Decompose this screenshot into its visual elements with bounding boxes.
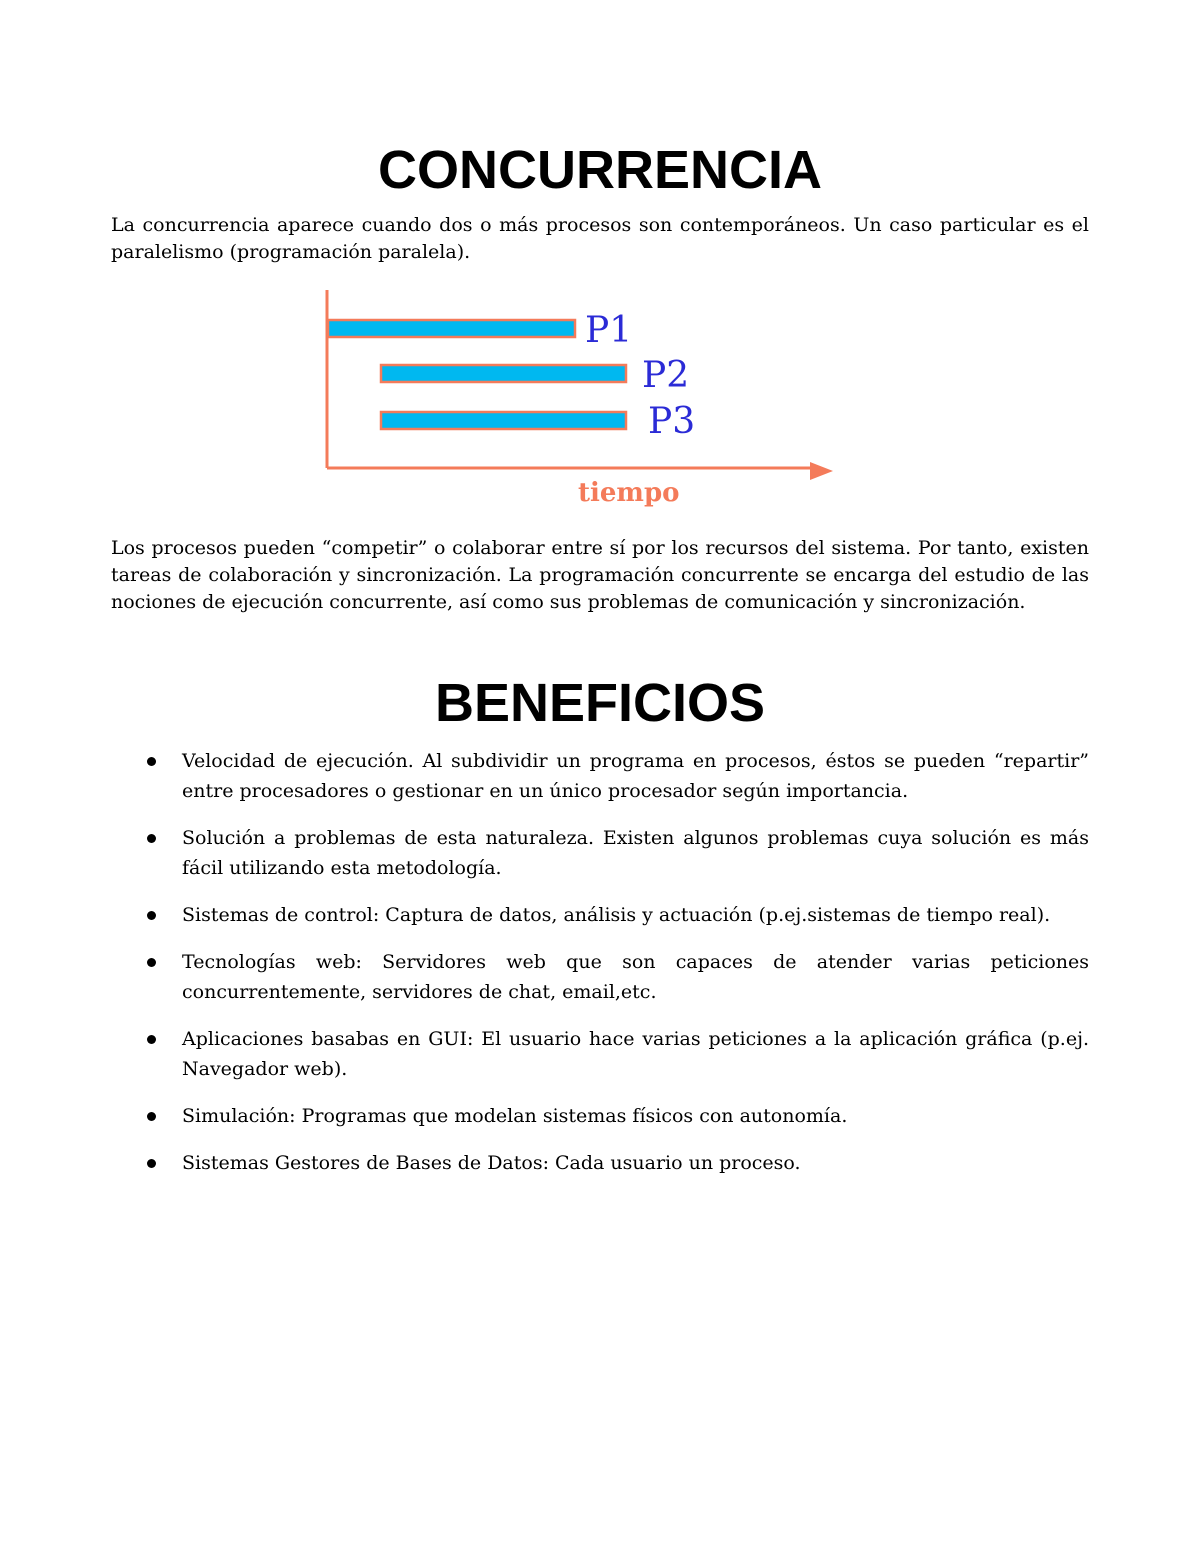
list-item (111, 1148, 1089, 1178)
concurrency-diagram (315, 285, 845, 515)
bullet-icon (147, 757, 156, 766)
process-label-p1: P1 (585, 310, 633, 351)
list-item (111, 823, 1089, 883)
process-bar-p3 (381, 412, 626, 429)
benefits-list (111, 746, 1089, 1195)
bullet-icon (147, 1112, 156, 1121)
list-item-text: Solución a problemas de esta naturaleza. Existen algunos problemas cuya solución es más fácil utilizando esta metodología. (182, 827, 1089, 879)
process-bar-p2 (381, 365, 626, 382)
process-label-p2: P2 (642, 355, 690, 396)
time-axis-label: tiempo (578, 478, 680, 508)
list-item-text: Simulación: Programas que modelan sistemas físicos con autonomía. (182, 1105, 848, 1127)
beneficios-heading: BENEFICIOS (434, 673, 766, 733)
list-item (111, 1101, 1089, 1131)
bullet-icon (147, 1035, 156, 1044)
time-axis-arrowhead (810, 462, 833, 480)
process-label-p3: P3 (648, 401, 696, 442)
list-item (111, 947, 1089, 1007)
intro-paragraph: La concurrencia aparece cuando dos o más procesos son contemporáneos. Un caso particular es el paralelismo (programación paralela). (111, 214, 1089, 263)
bullet-icon (147, 911, 156, 920)
bullet-icon (147, 958, 156, 967)
list-item-text: Tecnologías web: Servidores web que son capaces de atender varias peticiones concurrentemente, servidores de chat, email,etc. (182, 951, 1089, 1003)
list-item-text: Velocidad de ejecución. Al subdividir un programa en procesos, éstos se pueden “repartir” entre procesadores o gestionar en un único procesador según importancia. (182, 750, 1089, 802)
list-item-text: Sistemas de control: Captura de datos, análisis y actuación (p.ej.sistemas de tiempo real). (182, 904, 1051, 926)
list-item-text: Aplicaciones basabas en GUI: El usuario hace varias peticiones a la aplicación gráfica (p.ej. Navegador web). (182, 1028, 1089, 1080)
list-item (111, 746, 1089, 806)
list-item-text: Sistemas Gestores de Bases de Datos: Cada usuario un proceso. (182, 1152, 801, 1174)
process-bar-p1 (328, 320, 575, 337)
bullet-icon (147, 834, 156, 843)
bullet-icon (147, 1159, 156, 1168)
list-item (111, 1024, 1089, 1084)
list-item (111, 900, 1089, 930)
concurrencia-heading: CONCURRENCIA (378, 140, 822, 200)
body-paragraph: Los procesos pueden “competir” o colaborar entre sí por los recursos del sistema. Por tanto, existen tareas de colaboración y sincronización. La programación concurrente se encarga del estudio de las nociones de ejecución concurrente, así como sus problemas de comunicación y sincronización. (111, 537, 1089, 613)
